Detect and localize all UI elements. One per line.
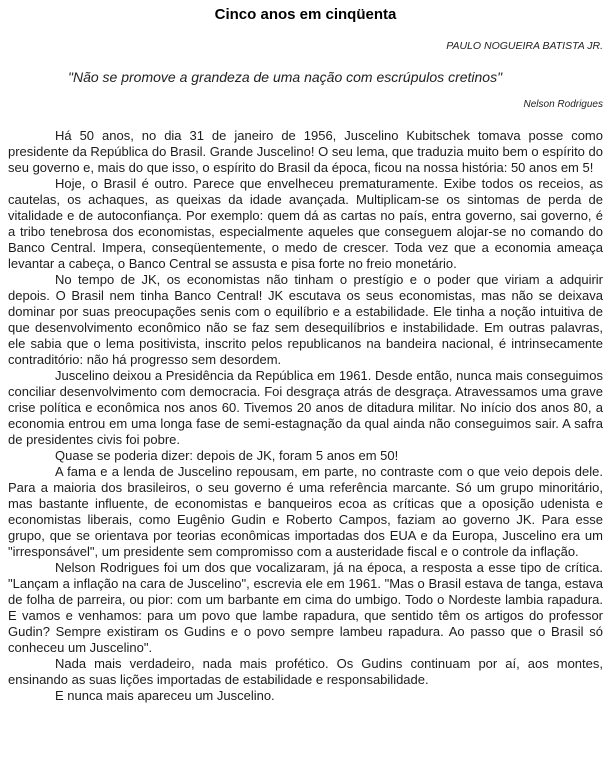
article-paragraph: No tempo de JK, os economistas não tinham o prestígio e o poder que viriam a adquirir depois. O Brasil nem tinha Banco Central! JK escutava os seus economistas, mas não se deixava dominar por suas preocupações senis com o equilíbrio e a estabilidade. Ele tinha a noção intuitiva de que desenvolvimento econômico não se faz sem desequilíbrios e instabilidade. Em outras palavras, ele sabia que o lema positivista, inscrito pelos republicanos na bandeira nacional, é intrinsecamente contraditório: não há progresso sem desordem. [8,272,603,367]
article-paragraph: Há 50 anos, no dia 31 de janeiro de 1956, Juscelino Kubitschek tomava posse como presidente da República do Brasil. Grande Juscelino! O seu lema, que traduzia muito bem o espírito do seu governo e, mais do que isso, o espírito do Brasil da época, ficou na nossa história: 50 anos em 5! [8,128,603,175]
article-body [8,128,603,704]
article-paragraph: Hoje, o Brasil é outro. Parece que envelheceu prematuramente. Exibe todos os receios, as cautelas, os achaques, as queixas da idade avançada. Multiplicam-se os sintomas de perda de vitalidade e de autoconfiança. Por exemplo: quem dá as cartas no país, entra governo, sai governo, é a tribo tenebrosa dos economistas, especialmente aqueles que conseguem alojar-se no comando do Banco Central. Impera, conseqüentemente, o medo de crescer. Toda vez que a economia ameaça levantar a cabeça, o Banco Central se assusta e pisa forte no freio monetário. [8,176,603,271]
epigraph-quote: "Não se promove a grandeza de uma nação com escrúpulos cretinos" [68,69,503,85]
author-byline: PAULO NOGUEIRA BATISTA JR. [446,40,603,52]
article-paragraph: A fama e a lenda de Juscelino repousam, em parte, no contraste com o que veio depois dele. Para a maioria dos brasileiros, o seu governo é uma referência marcante. Só um grupo minoritário, mas bastante influente, de economistas e banqueiros ecoa as críticas que a oposição udenista e economistas liberais, como Eugênio Gudin e Roberto Campos, faziam ao governo JK. Para esse grupo, que se orientava por teorias econômicas importadas dos EUA e da Europa, Juscelino era um "irresponsável", um presidente sem compromisso com a austeridade fiscal e o controle da inflação. [8,464,603,559]
article-paragraph: Nada mais verdadeiro, nada mais profético. Os Gudins continuam por aí, aos montes, ensinando as suas lições importadas de estabilidade e responsabilidade. [8,656,603,687]
article-title: Cinco anos em cinqüenta [214,6,397,23]
article-paragraph: Juscelino deixou a Presidência da República em 1961. Desde então, nunca mais conseguimos conciliar desenvolvimento com democracia. Foi desgraça atrás de desgraça. Atravessamos uma grave crise política e econômica nos anos 60. Tivemos 20 anos de ditadura militar. No início dos anos 80, a economia entrou em uma longa fase de semi-estagnação da qual ainda não conseguimos sair. A safra de presidentes civis foi pobre. [8,368,603,447]
epigraph-credit: Nelson Rodrigues [523,99,603,110]
article-paragraph: Nelson Rodrigues foi um dos que vocalizaram, já na época, a resposta a esse tipo de crítica. "Lançam a inflação na cara de Juscelino", escrevia ele em 1961. "Mas o Brasil estava de tanga, estava de folha de parreira, ou pior: com um barbante em cima do umbigo. Todo o Nordeste lambia rapadura. E vamos e venhamos: para um povo que lambe rapadura, que sentido têm os artigos do professor Gudin? Sempre existiram os Gudins e o povo sempre lambeu rapadura. Ao passo que o Brasil só conheceu um Juscelino". [8,560,603,655]
article-paragraph: E nunca mais apareceu um Juscelino. [55,688,275,703]
article-paragraph: Quase se poderia dizer: depois de JK, foram 5 anos em 50! [55,448,399,463]
